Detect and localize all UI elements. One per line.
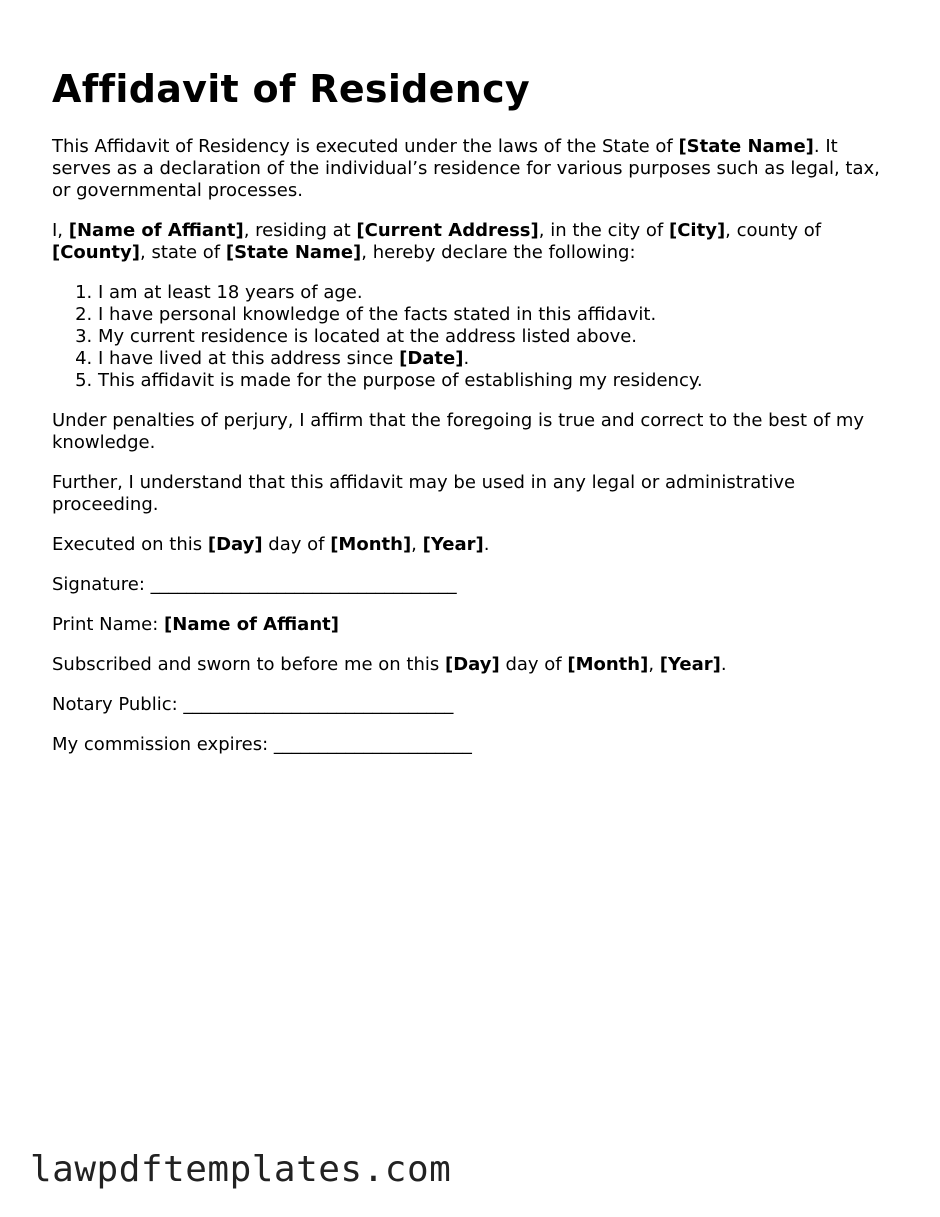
sworn-line: Subscribed and sworn to before me on this [Day] day of [Month], [Year]. [52, 654, 727, 675]
declaration-paragraph: I, [Name of Affiant], residing at [Current Address], in the city of [City], county of [County], state of [State Name], hereby declare the following: [52, 220, 822, 263]
affiant-name-placeholder: [Name of Affiant] [68, 220, 244, 241]
state-name-placeholder: [State Name] [225, 242, 362, 263]
year-placeholder: [Year] [422, 534, 484, 555]
commission-line: My commission expires: ______________________ [52, 734, 472, 755]
month-placeholder: [Month] [567, 654, 649, 675]
notary-line: Notary Public: ______________________________ [52, 694, 454, 715]
date-placeholder: [Date] [399, 348, 464, 369]
further-paragraph: Further, I understand that this affidavit may be used in any legal or administrative proceeding. [52, 472, 796, 515]
perjury-paragraph: Under penalties of perjury, I affirm that the foregoing is true and correct to the best of my knowledge. [52, 410, 865, 453]
day-placeholder: [Day] [207, 534, 263, 555]
state-name-placeholder: [State Name] [678, 136, 814, 157]
list-item: 3. My current residence is located at the address listed above. [98, 326, 897, 348]
executed-line: Executed on this [Day] day of [Month], [Year]. [52, 534, 490, 555]
month-placeholder: [Month] [330, 534, 412, 555]
affiant-name-placeholder: [Name of Affiant] [164, 614, 339, 635]
list-item: 2. I have personal knowledge of the facts stated in this affidavit. [98, 304, 897, 326]
list-item: 5. This affidavit is made for the purpose of establishing my residency. [98, 370, 897, 392]
signature-line: Signature: __________________________________ [52, 574, 457, 595]
city-placeholder: [City] [669, 220, 726, 241]
print-name-line: Print Name: [Name of Affiant] [52, 614, 339, 635]
site-watermark: lawpdftemplates.com [30, 1149, 452, 1190]
list-item: 4. I have lived at this address since [Date]. [98, 348, 897, 370]
affidavit-document [52, 66, 897, 774]
declaration-list [52, 282, 897, 392]
county-placeholder: [County] [52, 242, 140, 263]
day-placeholder: [Day] [444, 654, 500, 675]
address-placeholder: [Current Address] [356, 220, 539, 241]
year-placeholder: [Year] [659, 654, 721, 675]
document-title: Affidavit of Residency [52, 67, 531, 111]
list-item: 1. I am at least 18 years of age. [98, 282, 897, 304]
intro-paragraph: This Affidavit of Residency is executed under the laws of the State of [State Name]. It serves as a declaration of the individual’s residence for various purposes such as legal, tax, or governmental processes. [52, 136, 880, 201]
